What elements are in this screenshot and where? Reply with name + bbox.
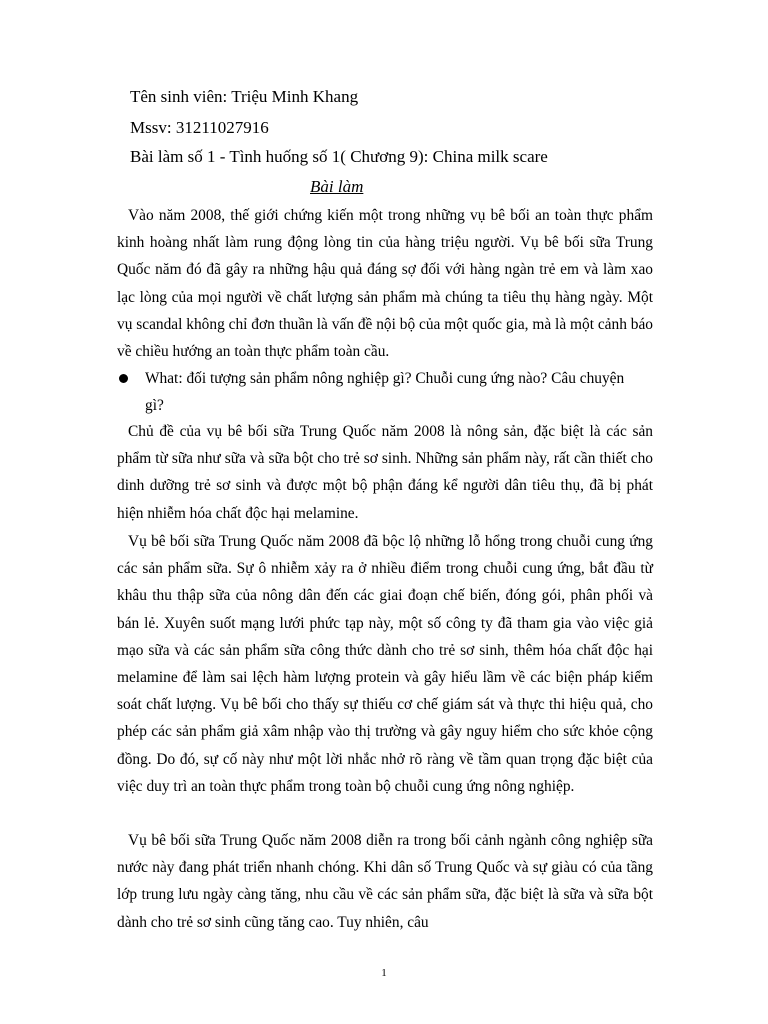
bullet-icon — [119, 374, 128, 383]
bullet-item — [117, 365, 653, 419]
document-heading: Bài làm — [310, 177, 364, 196]
bullet-question-text: What: đối tượng sản phẩm nông nghiệp gì? Chuỗi cung ứng nào? Câu chuyện gì? — [145, 370, 625, 415]
student-id: Mssv: 31211027916 — [130, 118, 269, 137]
paragraph-intro: Vào năm 2008, thế giới chứng kiến một trong những vụ bê bối an toàn thực phẩm kinh hoàng nhất làm rung động lòng tin của hàng triệu người. Vụ bê bối sữa Trung Quốc năm đó đã gây ra những hậu quả đáng sợ đối với hàng ngàn trẻ em và làm xao lạc lòng của mọi người về chất lượng sản phẩm mà chúng ta tiêu thụ hàng ngày. Một vụ scandal không chỉ đơn thuần là vấn đề nội bộ của một quốc gia, mà là một cảnh báo về chiều hướng an toàn thực phẩm toàn cầu. — [117, 207, 653, 361]
paragraph-supply-chain: Vụ bê bối sữa Trung Quốc năm 2008 đã bộc lộ những lỗ hổng trong chuỗi cung ứng các sản phẩm sữa. Sự ô nhiễm xảy ra ở nhiều điểm trong chuỗi cung ứng, bắt đầu từ khâu thu thập sữa của nông dân đến các giai đoạn chế biến, đóng gói, phân phối và bán lẻ. Xuyên suốt mạng lưới phức tạp này, một số công ty đã tham gia vào việc giả mạo sữa và các sản phẩm sữa công thức dành cho trẻ sơ sinh, thêm hóa chất độc hại melamine để làm sai lệch hàm lượng protein và gây hiểu lầm về các biện pháp kiểm soát chất lượng. Vụ bê bối cho thấy sự thiếu cơ chế giám sát và thực thi hiệu quả, cho phép các sản phẩm giả xâm nhập vào thị trường và gây nguy hiểm cho sức khỏe cộng đồng. Do đó, sự cố này như một lời nhắc nhở rõ ràng về tầm quan trọng đặc biệt của việc duy trì an toàn thực phẩm trong toàn bộ chuỗi cung ứng nông nghiệp. — [117, 533, 653, 795]
student-name: Tên sinh viên: Triệu Minh Khang — [130, 87, 359, 106]
page-number: 1 — [381, 967, 387, 979]
assignment-title: Bài làm số 1 - Tình huống số 1( Chương 9): China milk scare — [130, 147, 548, 166]
paragraph-context: Vụ bê bối sữa Trung Quốc năm 2008 diễn ra trong bối cảnh ngành công nghiệp sữa nước này đang phát triển nhanh chóng. Khi dân số Trung Quốc và sự giàu có của tầng lớp trung lưu ngày càng tăng, nhu cầu về các sản phẩm sữa, đặc biệt là sữa và sữa bột dành cho trẻ sơ sinh cũng tăng cao. Tuy nhiên, câu — [117, 832, 653, 931]
paragraph-subject: Chủ đề của vụ bê bối sữa Trung Quốc năm 2008 là nông sản, đặc biệt là các sản phẩm từ sữa như sữa và sữa bột cho trẻ sơ sinh. Những sản phẩm này, rất cần thiết cho dinh dưỡng trẻ sơ sinh và được một bộ phận đáng kể người dân tiêu thụ, đã bị phát hiện nhiễm hóa chất độc hại melamine. — [117, 423, 653, 522]
